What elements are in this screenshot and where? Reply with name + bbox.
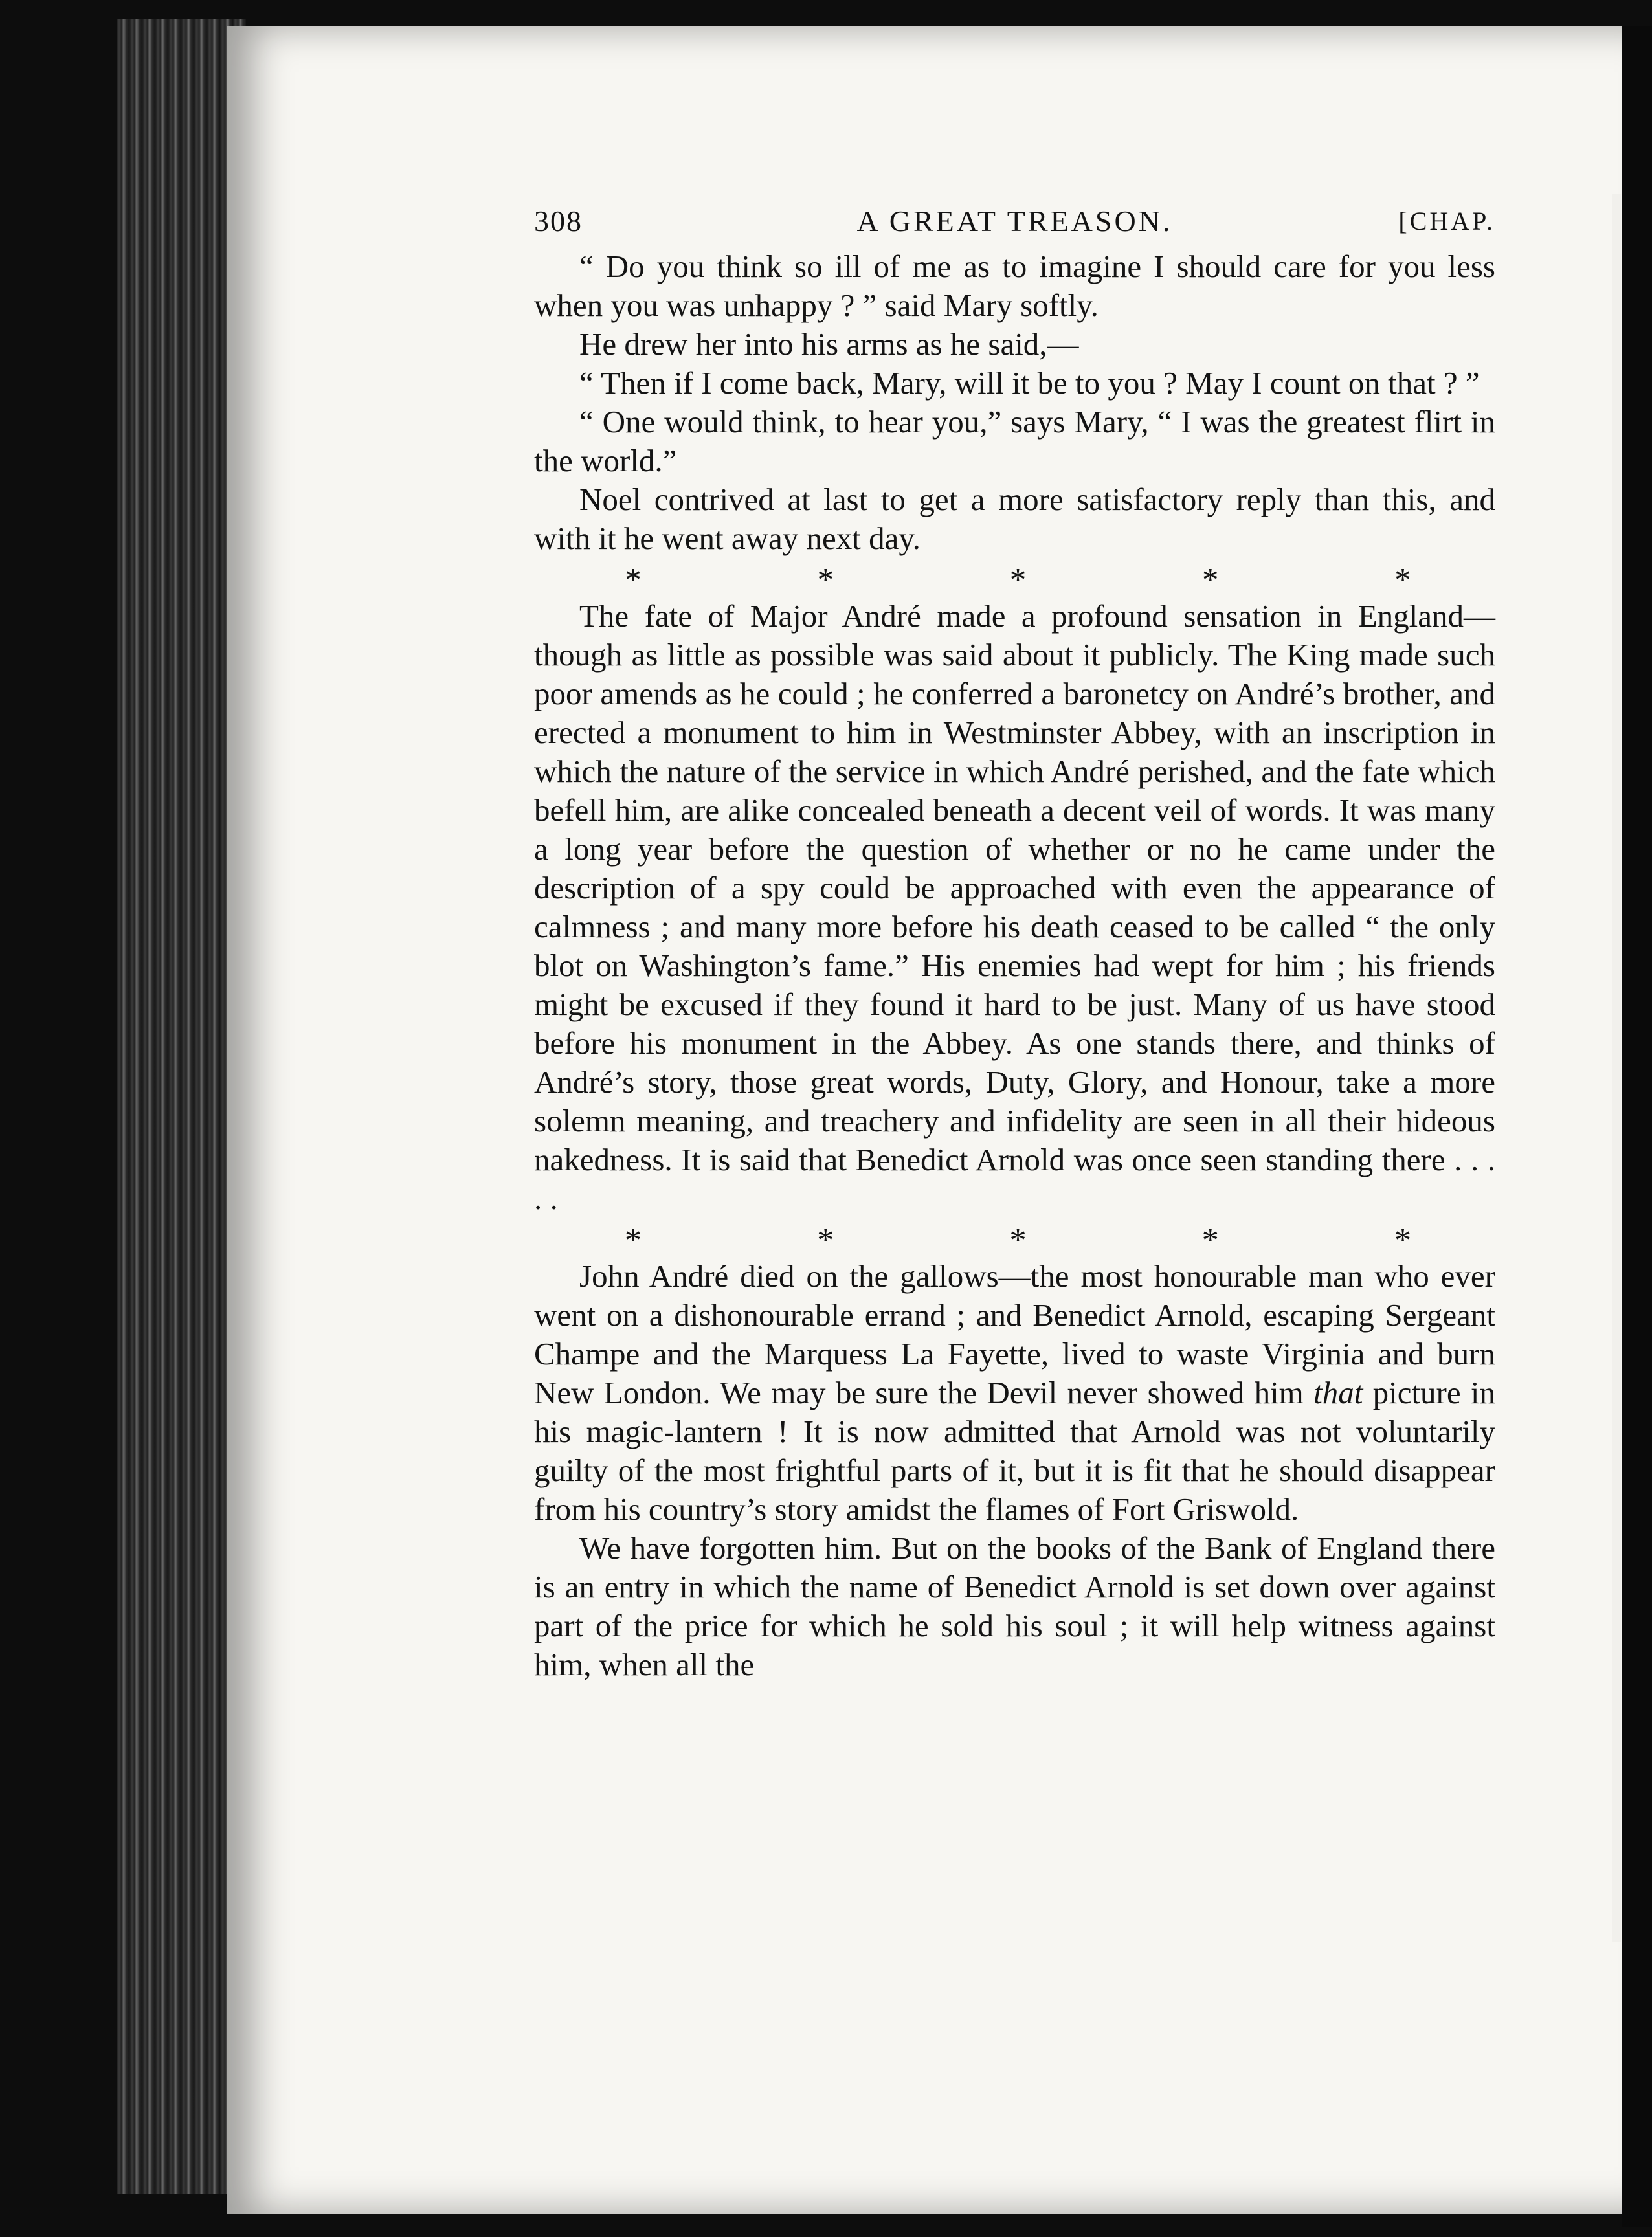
asterisk: * [1009,562,1027,599]
paragraph: Noel contrived at last to get a more satisfactory reply than this, and with it he went away next day. [534,482,1495,556]
next-page-sliver [1612,194,1621,1942]
text-run: picture in his magic-lantern ! It is now admitted that Arnold was not voluntarily guilty of the most frightful parts of it, but it is fit that he should disappear from his country’s story amidst the flames of Fort Griswold. [534,1375,1496,1527]
scan-border-right [1622,26,1652,2227]
italic-word: that [1313,1375,1363,1410]
chapter-marker: [CHAP. [1398,206,1495,236]
asterisk: * [1201,1222,1219,1259]
paragraph-arnold [534,1257,1495,1529]
asterisk: * [1394,562,1411,599]
asterisk: * [625,1222,642,1259]
paragraph-andre-monument: The fate of Major André made a profound sensation in England—though as little as possible was said about it publicly. The King made such poor amends as he could ; he conferred a baronetcy on André’s brother, and erected a monument to him in Westminster Abbey, with an inscription in which the nature of the service in which André perished, and the fate which befell him, are alike concealed beneath a decent veil of words. It was many a long year before the question of whether or no he came under the description of a spy could be approached with even the appearance of calmness ; and many more before his death ceased to be called “ the only blot on Washington’s fame.” His enemies had wept for him ; his friends might be excused if they found it hard to be just. Many of us have stood before his monument in the Abbey. As one stands there, and thinks of André’s story, those great words, Duty, Glory, and Honour, take a more solemn meaning, and treachery and infidelity are seen in all their hideous nakedness. It is said that Benedict Arnold was once seen standing there . . . . . [534,598,1495,1216]
asterisk: * [1394,1222,1411,1259]
paragraph-bank-of-england: We have forgotten him. But on the books of the Bank of England there is an entry in which the name of Benedict Arnold is set down over against part of the price for which he sold his soul ; it will help witness against him, when all the [534,1530,1495,1682]
running-title: A GREAT TREASON. [856,205,1173,238]
paragraph: He drew her into his arms as he said,— [579,326,1079,362]
page-header [534,194,1495,241]
asterisk: * [817,1222,834,1259]
asterisk: * [1201,562,1219,599]
asterisk: * [817,562,834,599]
paragraph: “ Do you think so ill of me as to imagine I should care for you less when you was unhappy ? ” said Mary softly. [534,249,1495,323]
text-run: John André died on the gallows—the most honourable man who ever went on a dishonourable errand ; and Benedict Arnold, escaping Sergeant Champe and the Marquess La Fayette, lived to waste Virginia and burn New London. We may be sure the Devil never showed him [534,1258,1495,1410]
asterisk: * [625,562,642,599]
paragraph: “ Then if I come back, Mary, will it be to you ? May I count on that ? ” [579,365,1480,401]
asterisk: * [1009,1222,1027,1259]
text-block [534,194,1495,1684]
page-number: 308 [534,205,583,238]
section-separator [534,1218,1495,1257]
paragraph: “ One would think, to hear you,” says Mary, “ I was the greatest flirt in the world.” [534,404,1495,478]
section-separator [534,558,1495,597]
